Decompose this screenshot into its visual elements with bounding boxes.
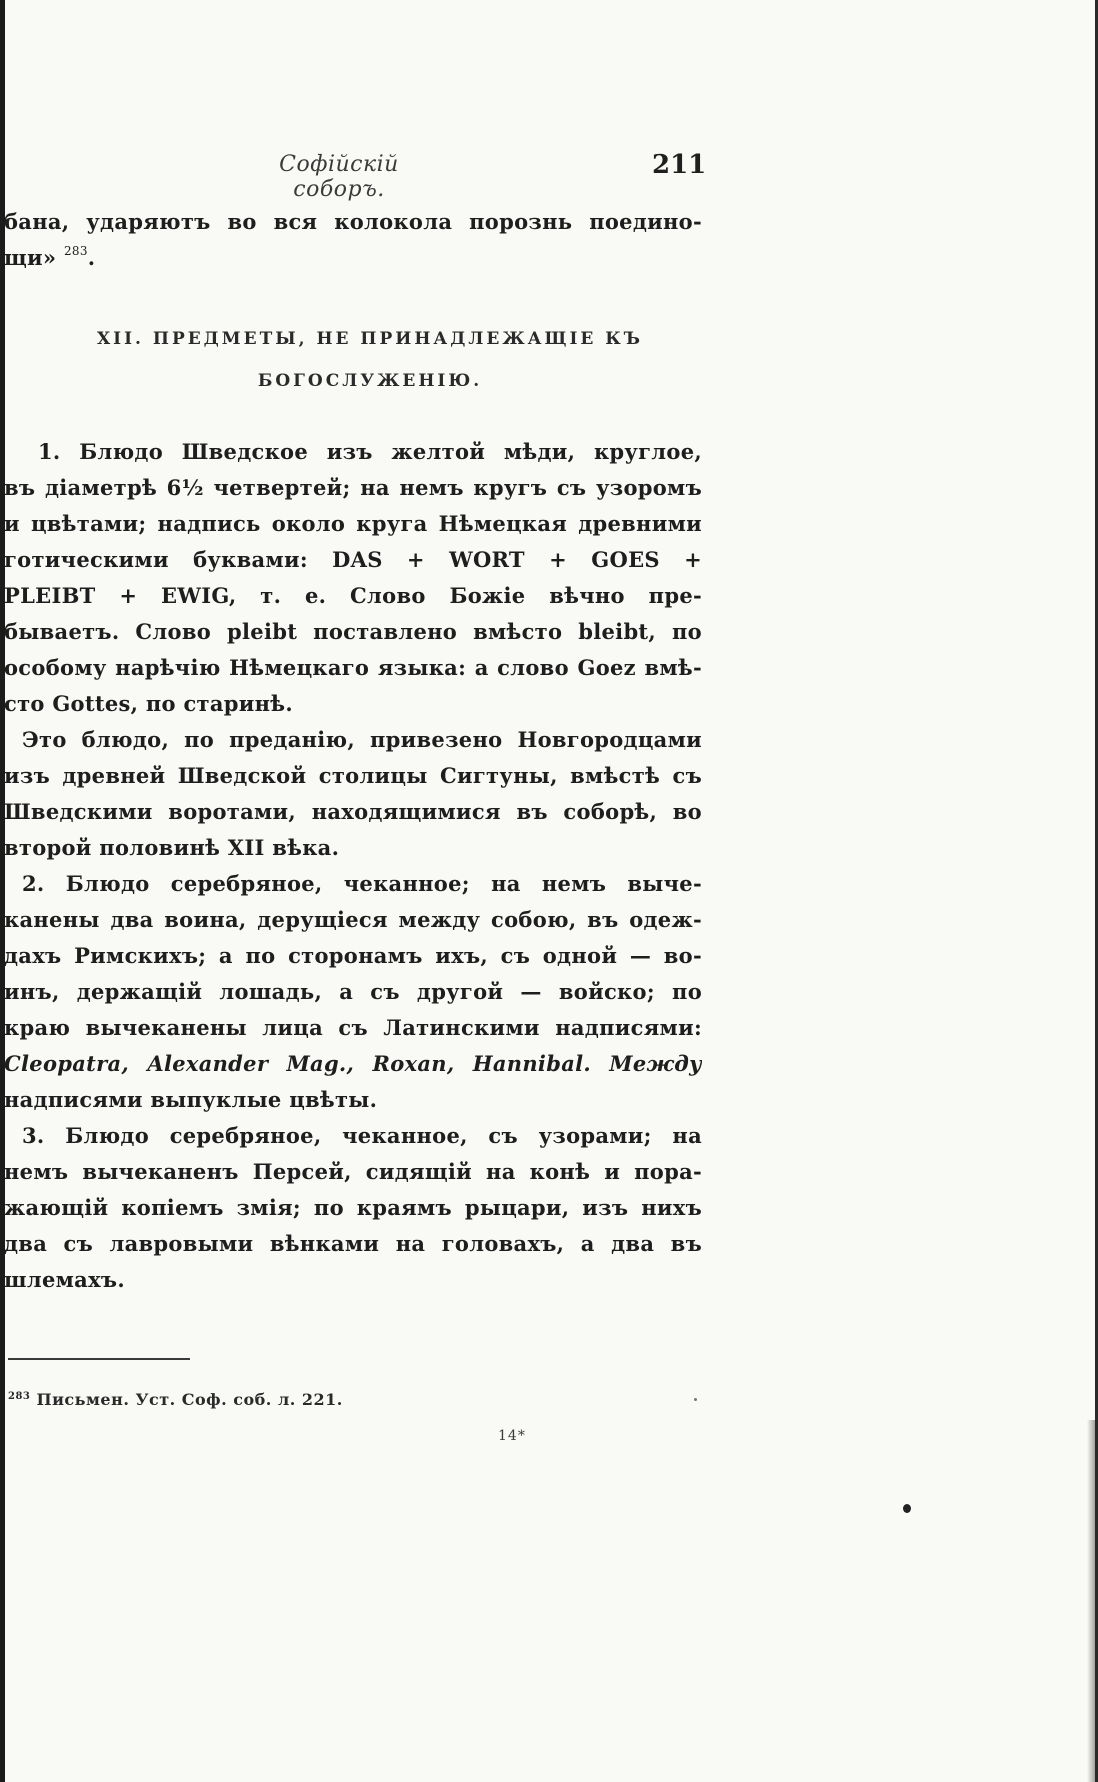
text-line: бываетъ. Слово pleibt поставлено вмѣсто bleibt, по bbox=[4, 619, 702, 644]
text-line bbox=[4, 240, 702, 276]
ink-speck bbox=[903, 1504, 911, 1513]
footnote-reference: 283 bbox=[63, 244, 88, 258]
paragraph-1 bbox=[4, 434, 702, 722]
footnote bbox=[8, 1390, 343, 1409]
heading-line: БОГОСЛУЖЕНІЮ. bbox=[257, 371, 483, 391]
text-line: въ діаметрѣ 6½ четвертей; на немъ кругъ съ узоромъ bbox=[4, 475, 702, 500]
text-line: немъ вычеканенъ Персей, сидящій на конѣ и пора- bbox=[4, 1159, 702, 1184]
text-line: жающій копіемъ змія; по краямъ рыцари, изъ нихъ bbox=[4, 1195, 702, 1220]
page-number: 211 bbox=[652, 150, 707, 180]
text-fragment: щи» bbox=[4, 245, 57, 270]
text-line: второй половинѣ XII вѣка. bbox=[4, 835, 340, 860]
text-line: Это блюдо, по преданію, привезено Новгородцами bbox=[22, 727, 702, 752]
page-header bbox=[0, 150, 1098, 202]
text-line: готическими буквами: DAS + WORT + GOES + bbox=[4, 547, 702, 572]
text-line: канены два воина, дерущіеся между собою, въ одеж- bbox=[4, 907, 702, 932]
text-line: 2. Блюдо серебряное, чеканное; на немъ выче- bbox=[22, 871, 702, 896]
section-heading bbox=[40, 318, 700, 402]
text-line: два съ лавровыми вѣнками на головахъ, а два въ bbox=[4, 1231, 702, 1256]
paragraph-4 bbox=[4, 1118, 702, 1298]
text-line: надписями выпуклые цвѣты. bbox=[4, 1087, 378, 1112]
ink-speck-small bbox=[694, 1398, 697, 1401]
text-line: Шведскими воротами, находящимися въ соборѣ, во bbox=[4, 799, 702, 824]
footnote-number: 283 bbox=[8, 1391, 31, 1402]
text-line: краю вычеканены лица съ Латинскими надписями: bbox=[4, 1015, 702, 1040]
continuation-paragraph bbox=[4, 204, 702, 276]
heading-line: XII. ПРЕДМЕТЫ, НЕ ПРИНАДЛЕЖАЩІЕ КЪ bbox=[96, 329, 644, 349]
text-line: особому нарѣчію Нѣмецкаго языка: а слово Goez вмѣ- bbox=[4, 655, 702, 680]
footnote-rule bbox=[8, 1358, 190, 1360]
text-line: и цвѣтами; надпись около круга Нѣмецкая древними bbox=[4, 511, 702, 536]
text-line: изъ древней Шведской столицы Сигтуны, вмѣстѣ съ bbox=[4, 763, 702, 788]
text-line: сто Gottes, по старинѣ. bbox=[4, 691, 293, 716]
running-title: Софійскій соборъ. bbox=[279, 152, 399, 202]
paragraph-3 bbox=[4, 866, 702, 1118]
text-line: 3. Блюдо серебряное, чеканное, съ узорами; на bbox=[22, 1123, 702, 1148]
text-line: PLEIBT + EWIG, т. е. Слово Божіе вѣчно пре- bbox=[4, 583, 702, 608]
text-line: Cleopatra, Alexander Mag., Roxan, Hannibal. Между bbox=[4, 1051, 702, 1076]
text-line: бана, ударяютъ во вся колокола порознь поедино- bbox=[4, 209, 702, 234]
text-fragment: . bbox=[87, 245, 96, 270]
printer-signature: 14* bbox=[498, 1428, 526, 1444]
text-line: дахъ Римскихъ; а по сторонамъ ихъ, съ одной — во- bbox=[4, 943, 702, 968]
text-line: шлемахъ. bbox=[4, 1267, 125, 1292]
text-line: 1. Блюдо Шведское изъ желтой мѣди, круглое, bbox=[38, 439, 702, 464]
paragraph-2 bbox=[4, 722, 702, 866]
body-text bbox=[4, 434, 702, 1298]
text-line: инъ, держащій лошадь, а съ другой — войско; по bbox=[4, 979, 702, 1004]
page-shadow bbox=[1087, 1420, 1095, 1782]
footnote-text: Письмен. Уст. Соф. соб. л. 221. bbox=[36, 1390, 343, 1409]
